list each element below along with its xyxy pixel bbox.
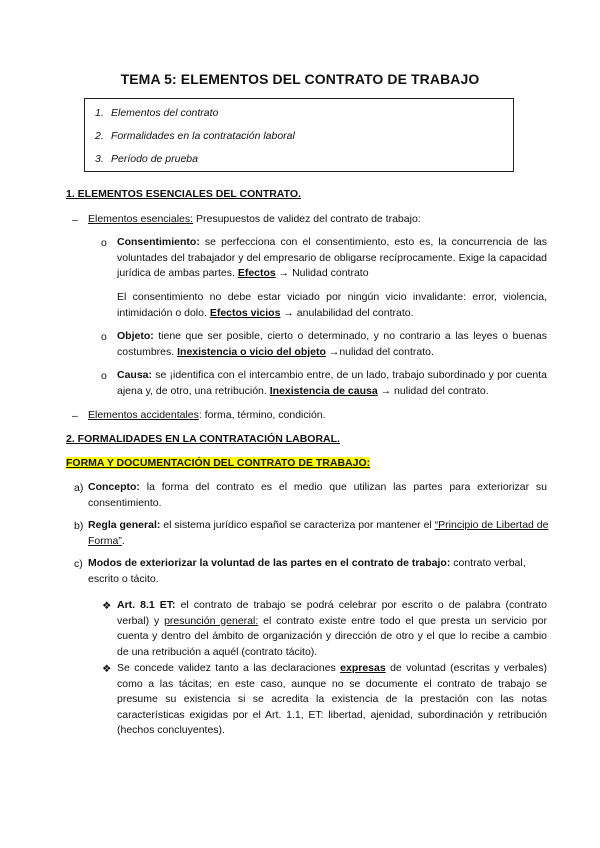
list-marker-b: b) (74, 520, 84, 532)
objeto-label: Objeto: (117, 330, 154, 342)
toc-item (95, 130, 295, 142)
modos-paragraph (88, 556, 550, 587)
dash-marker: – (72, 214, 78, 226)
toc-item (95, 153, 198, 165)
esenciales-line (88, 212, 538, 228)
presuncion-general: presunción general: (164, 614, 259, 627)
toc-number: 2. (95, 130, 104, 142)
modos-label: Modos de exteriorizar la voluntad de las partes en el contrato de trabajo: (88, 557, 451, 569)
validez-text: Se concede validez tanto a las declaraciones (117, 662, 341, 674)
bullet-marker: o (101, 237, 107, 249)
toc-label: Formalidades en la contratación laboral (111, 130, 295, 142)
causa-inexistencia: Inexistencia de causa (269, 384, 378, 397)
toc-item (95, 107, 218, 119)
regla-label: Regla general: (88, 519, 161, 531)
vicio-text: El consentimiento no debe estar viciado por ningún vicio invalidante: error, violencia, intimidación o dolo. (117, 291, 547, 319)
dash-marker: – (72, 410, 78, 422)
esenciales-text: Presupuestos de validez del contrato de trabajo: (193, 213, 421, 225)
objeto-result: →nulidad del contrato. (325, 345, 434, 358)
objeto-inexistencia: Inexistencia o vicio del objeto (177, 345, 326, 358)
concepto-text: la forma del contrato es el medio que utilizan las partes para exteriorizar su consentimiento. (88, 481, 547, 509)
vicio-paragraph (117, 290, 547, 321)
causa-text: se ¡identifica con el intercambio entre, de un lado, trabajo subordinado y por cuenta ajena y, de otro, una retribución. (117, 369, 547, 397)
bullet-marker: o (101, 331, 107, 343)
causa-paragraph (117, 368, 547, 399)
section-1-heading: 1. ELEMENTOS ESENCIALES DEL CONTRATO. (66, 188, 301, 200)
consentimiento-text: se perfecciona con el consentimiento, esto es, la concurrencia de las voluntades del trabajador y del empresario de obligarse recíprocamente. Exige la capacidad jurídica de ambas partes. (117, 236, 547, 279)
modos-text: contrato verbal, escrito o tácito. (88, 557, 526, 585)
section-2-heading: 2. FORMALIDADES EN LA CONTRATACIÓN LABORAL. (66, 433, 340, 445)
list-marker-c: c) (74, 558, 83, 570)
toc-label: Elementos del contrato (111, 107, 219, 119)
diamond-bullet-icon: ❖ (102, 600, 112, 612)
validez-rest: de voluntad (escritas y verbales) como a las tácitas; en este caso, aunque no se documente el contrato de trabajo se presume su existencia si se acredita la existencia de la prestación con las notas características exigidas por el Art. 1.1, ET: libertad, ajenidad, subordinación y retribución (hechos concluyentes). (117, 662, 547, 736)
list-marker-a: a) (74, 482, 84, 494)
page-title: TEMA 5: ELEMENTOS DEL CONTRATO DE TRABAJO (120, 71, 480, 87)
toc-label: Período de prueba (111, 153, 198, 165)
concepto-label: Concepto: (88, 481, 140, 493)
art81-paragraph (117, 598, 547, 660)
objeto-text: tiene que ser posible, cierto o determinado, y no contrario a las leyes o buenas costumbres. (117, 330, 547, 358)
regla-paragraph (88, 518, 550, 549)
causa-result: → nulidad del contrato. (377, 384, 489, 397)
accidentales-text: : forma, término, condición. (198, 409, 326, 421)
consentimiento-paragraph (117, 235, 547, 282)
forma-subheading: FORMA Y DOCUMENTACIÓN DEL CONTRATO DE TRABAJO: (66, 457, 371, 469)
diamond-bullet-icon: ❖ (102, 663, 112, 675)
bullet-marker: o (101, 370, 107, 382)
art81-label: Art. 8.1 ET: (117, 599, 176, 611)
causa-label: Causa: (117, 369, 153, 381)
esenciales-label: Elementos esenciales: (88, 213, 194, 225)
vicio-result: → anulabilidad del contrato. (280, 306, 414, 319)
consentimiento-result: → Nulidad contrato (275, 267, 369, 279)
toc-number: 3. (95, 153, 104, 165)
efectos-vicios-label: Efectos vicios (209, 306, 281, 319)
accidentales-label: Elementos accidentales (88, 409, 199, 421)
toc-number: 1. (95, 107, 104, 119)
table-of-contents (84, 98, 514, 172)
principio-libertad-forma: “Principio de Libertad de Forma” (88, 519, 549, 547)
objeto-paragraph (117, 329, 547, 360)
regla-end: . (121, 534, 125, 547)
art81-rest: el contrato existe entre todo el que presta un servicio por cuenta y dentro del ámbito de organización y dirección de otro y el que lo recibe a cambio de una retribución a aquél (contrato tácito). (117, 614, 547, 658)
accidentales-line (88, 408, 538, 424)
expresas-label: expresas (340, 662, 386, 674)
regla-text: el sistema jurídico español se caracteriza por mantener el (160, 519, 435, 531)
consentimiento-label: Consentimiento: (117, 236, 200, 248)
concepto-paragraph (88, 480, 547, 511)
efectos-label: Efectos (237, 267, 276, 279)
validez-paragraph (117, 661, 547, 739)
art81-text: el contrato de trabajo se podrá celebrar por escrito o de palabra (contrato verbal) y (117, 599, 547, 627)
